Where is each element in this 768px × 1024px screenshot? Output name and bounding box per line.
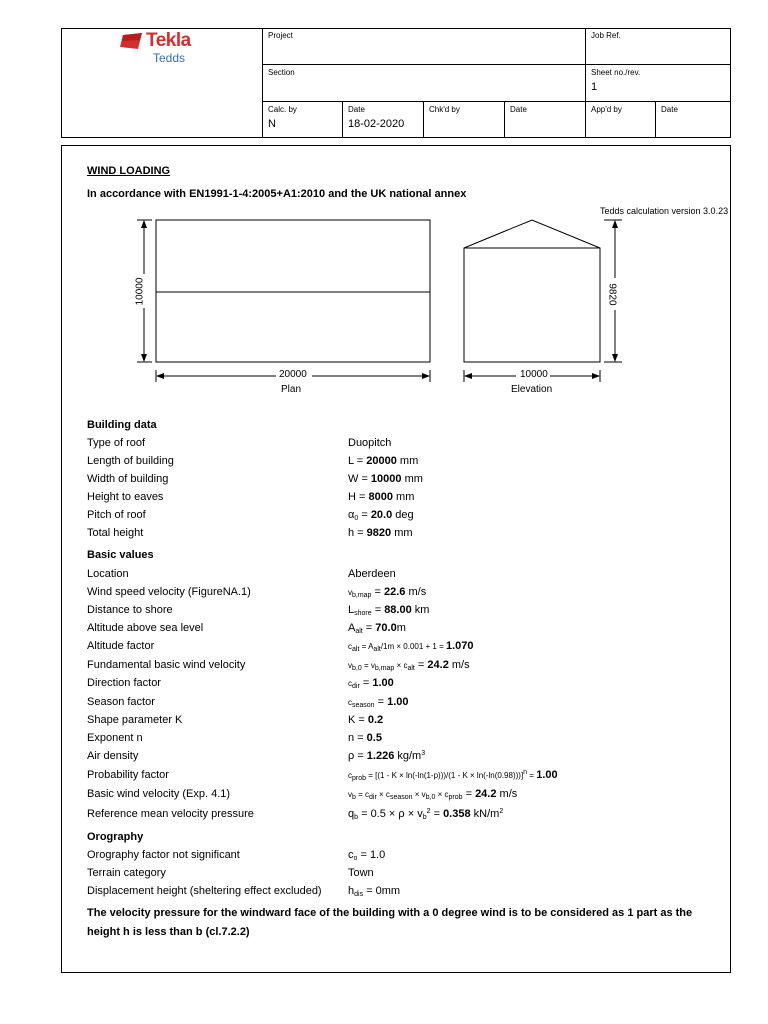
fund-basic-value: $v_{b,0} = v_{b,map} \times c_{alt} = 24.2$ m/s	[348, 659, 470, 672]
orog-factor-value: $c_o = 1.0$	[348, 849, 386, 862]
project-label: Project	[268, 31, 293, 40]
width-label: Width of building	[87, 473, 169, 485]
elev-caption: Elevation	[511, 384, 553, 395]
sheet-value: 1	[591, 81, 598, 93]
ref-pressure-value: $q_b = 0.5 \times \rho \times v_b^2 = 0.358$ $kN/m^2$	[348, 808, 504, 821]
exponent-label: Exponent n	[87, 732, 143, 744]
calcby-value: N	[268, 118, 276, 130]
width-value: W = 10000 mm	[348, 473, 423, 485]
tekla-logo-icon	[120, 33, 144, 51]
note-line-2: height h is less than b (cl.7.2.2)	[87, 926, 250, 938]
plan-length-label: 20000	[279, 369, 307, 380]
jobref-label: Job Ref.	[591, 31, 621, 40]
altitude-label: Altitude above sea level	[87, 622, 204, 634]
chkd-cell	[423, 101, 505, 138]
elevation-outline	[464, 220, 600, 362]
fund-basic-label: Fundamental basic wind velocity	[87, 659, 246, 671]
roof-type-value: Duopitch	[348, 437, 392, 449]
date-value: 18-02-2020	[348, 118, 405, 130]
roof-type-label: Type of roof	[87, 437, 146, 449]
probability-label: Probability factor	[87, 769, 169, 781]
plan-height-label: 10000	[134, 277, 146, 306]
air-density-value: ρ = 1.226 $kg/m^3$	[348, 750, 426, 762]
doc-title: WIND LOADING	[87, 165, 171, 177]
note-line-1: The velocity pressure for the windward face of the building with a 0 degree wind is to be considered as 1 part as the	[87, 907, 693, 919]
date-label: Date	[348, 105, 365, 114]
length-value: L = 20000 mm	[348, 455, 419, 467]
pitch-value: $\alpha_0 = 20.0$ deg	[348, 509, 414, 522]
eaves-label: Height to eaves	[87, 491, 164, 503]
header-table	[61, 28, 731, 138]
date3-label: Date	[661, 105, 678, 114]
project-cell	[262, 28, 586, 64]
ref-pressure-label: Reference mean velocity pressure	[87, 808, 254, 820]
appd-label: App'd by	[591, 105, 622, 114]
chkd-label: Chk'd by	[429, 105, 460, 114]
section-orography: Orography	[87, 831, 144, 843]
air-density-label: Air density	[87, 750, 139, 762]
shore-value: $L_{shore} = 88.00$ km	[348, 604, 430, 617]
calcby-cell	[262, 101, 343, 138]
terrain-label: Terrain category	[87, 867, 166, 879]
basic-velocity-value: $v_b = c_{dir} \times c_{season} \times v_{b,0} \times c_{prob} = 24.2$ m/s	[348, 788, 518, 801]
plan-rect	[156, 220, 430, 362]
section-basic-values: Basic values	[87, 549, 154, 561]
plan-caption: Plan	[281, 384, 302, 395]
displacement-value: $h_{dis} = 0mm$	[348, 885, 401, 898]
probability-value: $c_{prob} = [(1 - K \times \ln(-\ln(1-p)))/(1 - K \times \ln(-\ln(0.98)))]^n = 1.00$	[348, 769, 558, 782]
section-label: Section	[268, 68, 295, 77]
season-value: $c_{season} = 1.00$	[348, 696, 409, 709]
alt-factor-value: $c_{alt} = A_{alt}/1m \times 0.001 + 1 = 1.070$	[348, 640, 474, 653]
direction-label: Direction factor	[87, 677, 161, 689]
altitude-value: $A_{alt} = 70.0m$	[348, 622, 406, 635]
basic-velocity-label: Basic wind velocity (Exp. 4.1)	[87, 788, 231, 800]
eaves-value: H = 8000 mm	[348, 491, 415, 503]
total-height-label: Total height	[87, 527, 144, 539]
wind-speed-label: Wind speed velocity (FigureNA.1)	[87, 586, 251, 598]
length-label: Length of building	[87, 455, 174, 467]
elev-height-label: 9820	[606, 283, 618, 306]
jobref-cell	[585, 28, 731, 64]
displacement-label: Displacement height (sheltering effect excluded)	[87, 885, 322, 897]
total-height-value: h = 9820 mm	[348, 527, 413, 539]
exponent-value: n = 0.5	[348, 732, 382, 744]
elev-width-label: 10000	[520, 369, 548, 380]
sheet-label: Sheet no./rev.	[591, 68, 641, 77]
shape-label: Shape parameter K	[87, 714, 183, 726]
version-text: Tedds calculation version 3.0.23	[600, 206, 729, 216]
date3-cell	[655, 101, 731, 138]
appd-cell	[585, 101, 656, 138]
section-building-data: Building data	[87, 419, 157, 431]
location-value: Aberdeen	[348, 568, 396, 580]
sheet-cell	[585, 64, 731, 101]
section-cell	[262, 64, 586, 101]
shore-label: Distance to shore	[87, 604, 173, 616]
wind-speed-value: $v_{b,map} = 22.6$ m/s	[348, 586, 427, 599]
logo-sub: Tedds	[153, 51, 186, 65]
season-label: Season factor	[87, 696, 155, 708]
alt-factor-label: Altitude factor	[87, 640, 155, 652]
calcby-label: Calc. by	[268, 105, 297, 114]
date2-cell	[504, 101, 586, 138]
tekla-logo	[120, 30, 210, 66]
doc-subtitle: In accordance with EN1991-1-4:2005+A1:2010 and the UK national annex	[87, 188, 467, 200]
terrain-value: Town	[348, 867, 374, 879]
location-label: Location	[87, 568, 129, 580]
date-cell	[342, 101, 424, 138]
date2-label: Date	[510, 105, 527, 114]
orog-factor-label: Orography factor not significant	[87, 849, 240, 861]
building-diagram	[0, 210, 768, 410]
direction-value: $c_{dir} = 1.00$	[348, 677, 394, 690]
logo-brand: Tekla	[146, 30, 191, 51]
pitch-label: Pitch of roof	[87, 509, 146, 521]
shape-value: K = 0.2	[348, 714, 384, 726]
